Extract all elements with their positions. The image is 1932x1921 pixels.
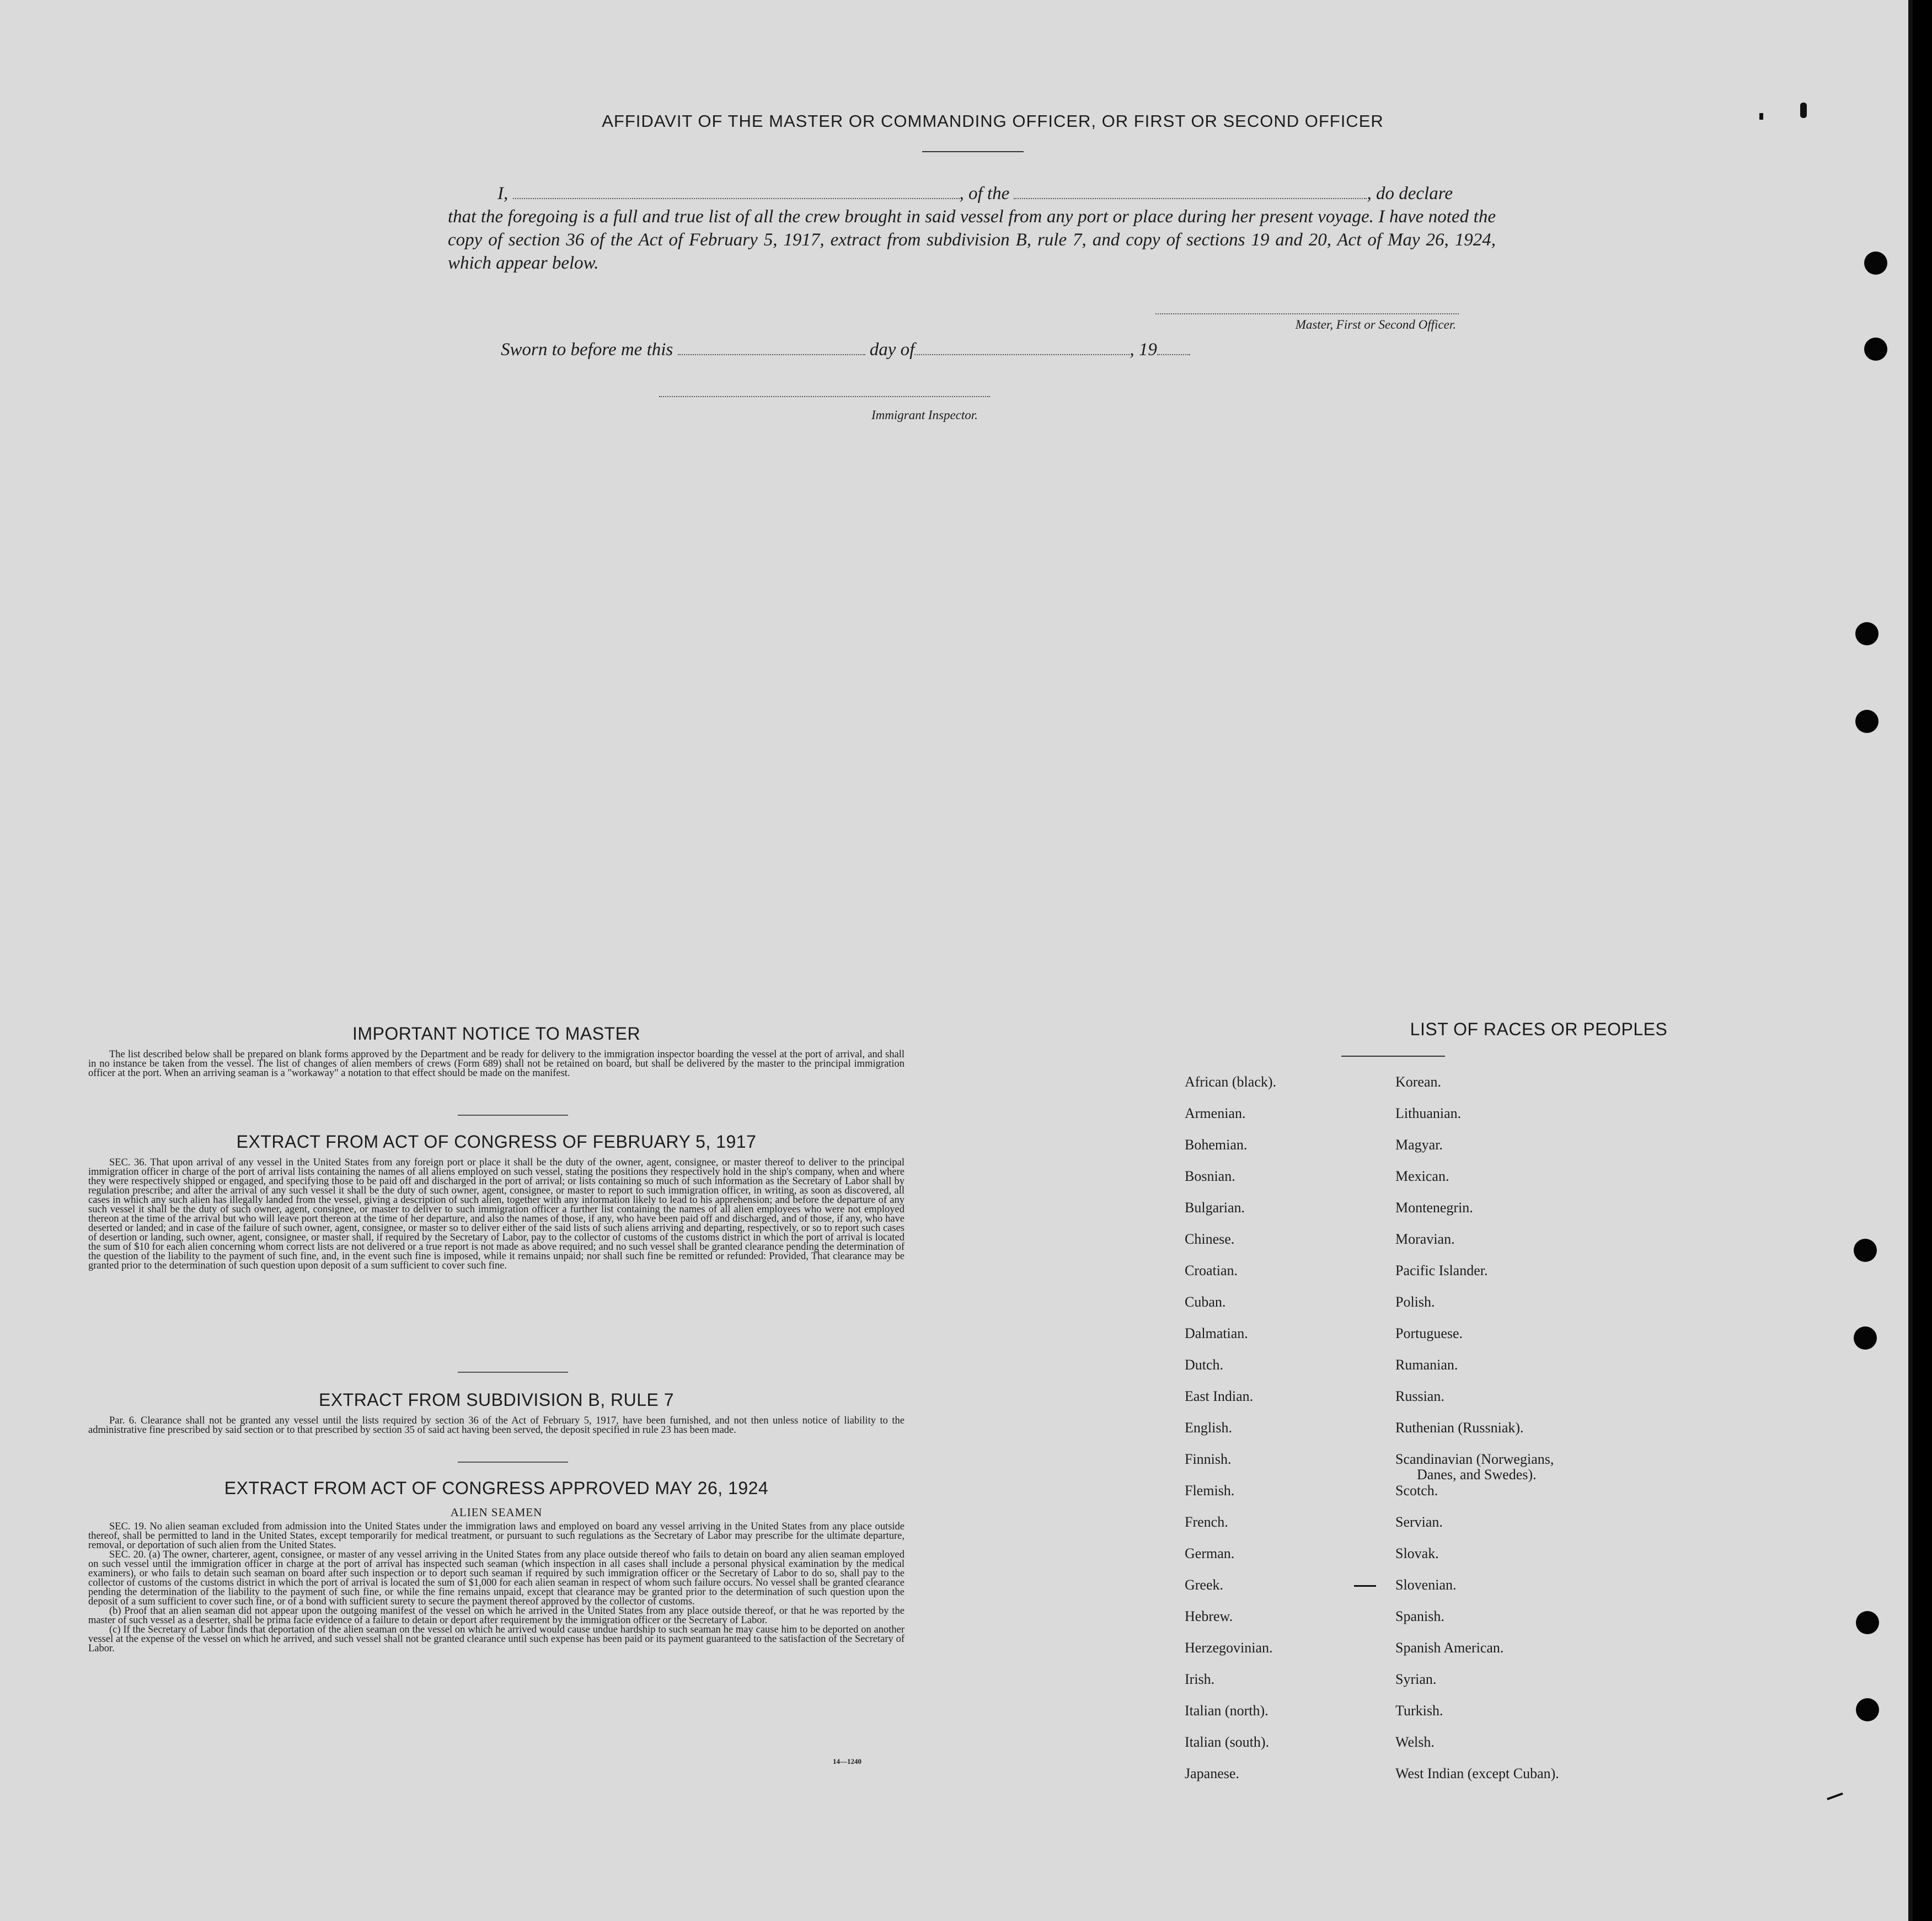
punch-hole	[1864, 252, 1887, 275]
notice-text: The list described below shall be prepared on blank forms approved by the Department and be ready for delivery to the immigration inspector boarding the vessel at the port of arrival, and shall in no instance be taken from the vessel. The list of changes of alien members of crews (Form 689) shall not be retained on board, but shall be delivered by the master to the principal immigration officer at the port. When an arriving seaman is a "workaway" a notation to that effect should be made on the manifest.	[88, 1049, 905, 1079]
scan-mark	[1827, 1792, 1843, 1800]
race-item: Russian.	[1395, 1388, 1444, 1404]
race-item: Cuban.	[1185, 1294, 1226, 1310]
affidavit-statement: that the foregoing is a full and true list of all the crew brought in said vessel from any port or place during her present voyage. I have noted the copy of section 36 of the Act of February 5, 1917, extract from subdivision B, rule 7, and copy of sections 19 and 20, Act of May 26, 1924, which appear below.	[448, 207, 1496, 273]
race-item: Finnish.	[1185, 1451, 1232, 1467]
race-item: East Indian.	[1185, 1388, 1254, 1404]
declarant-name-field[interactable]	[513, 194, 960, 199]
act1917-title: EXTRACT FROM ACT OF CONGRESS OF FEBRUARY 5, 1917	[236, 1132, 757, 1152]
race-item: Italian (south).	[1185, 1734, 1270, 1750]
race-item: Bosnian.	[1185, 1168, 1235, 1184]
race-item: Dutch.	[1185, 1357, 1224, 1373]
race-item: Korean.	[1395, 1074, 1442, 1090]
sworn-year-field[interactable]	[1157, 350, 1190, 355]
race-item: Herzegovinian.	[1185, 1640, 1273, 1656]
sworn-day-field[interactable]	[678, 350, 865, 355]
form-number: 14—1240	[833, 1757, 861, 1765]
race-item: Servian.	[1395, 1514, 1443, 1530]
notice-title: IMPORTANT NOTICE TO MASTER	[352, 1024, 641, 1044]
race-item: Welsh.	[1395, 1734, 1435, 1750]
race-item: Scotch.	[1395, 1483, 1438, 1499]
punch-hole	[1854, 1326, 1877, 1350]
divider	[458, 1462, 568, 1463]
races-divider	[1341, 1056, 1445, 1057]
race-item: Syrian.	[1395, 1671, 1437, 1687]
races-title: LIST OF RACES OR PEOPLES	[1410, 1019, 1668, 1039]
punch-hole	[1856, 1611, 1879, 1634]
punch-hole	[1855, 622, 1879, 645]
race-item: Scandinavian (Norwegians, Danes, and Swedes).	[1395, 1451, 1554, 1483]
race-item: Polish.	[1395, 1294, 1435, 1310]
sworn-label: Sworn to before me this	[501, 340, 673, 360]
race-item: Irish.	[1185, 1671, 1215, 1687]
act1924-text-block	[88, 1522, 905, 1654]
notice-text-block	[88, 1050, 905, 1078]
race-item: Croatian.	[1185, 1262, 1238, 1278]
race-item: Greek.	[1185, 1577, 1224, 1593]
race-item: English.	[1185, 1420, 1232, 1436]
sec20b-text: (b) Proof that an alien seaman did not appear upon the outgoing manifest of the vessel on which he arrived in the United States from any place outside thereof, or that he was reported by the master of such vessel as a deserter, shall be prima facie evidence of a failure to detain or deport after requirement by the immigration officer or the Secretary of Labor.	[88, 1606, 905, 1626]
race-item: Mexican.	[1395, 1168, 1449, 1184]
race-item: Hebrew.	[1185, 1608, 1233, 1624]
rule7-text-block	[88, 1416, 905, 1435]
master-signature-line[interactable]	[1155, 313, 1459, 314]
of-the-label: , of the	[959, 184, 1010, 204]
affidavit-title: AFFIDAVIT OF THE MASTER OR COMMANDING OFFICER, OR FIRST OR SECOND OFFICER	[602, 111, 1384, 131]
race-item: Lithuanian.	[1395, 1105, 1462, 1121]
act1917-text-block	[88, 1158, 905, 1271]
act1917-text: SEC. 36. That upon arrival of any vessel in the United States from any foreign port or place it shall be the duty of the owner, agent, consignee, or master thereof to deliver to the principal immigration officer in charge of the port of arrival lists containing the names of all aliens employed on such vessel, stating the positions they respectively hold in the ship's company, when and where they were respectively shipped or engaged, and specifying those to be paid off and discharged in the port of arrival; or lists containing so much of such information as the Secretary of Labor shall by regulation prescribe; and after the arrival of any such vessel it shall be the duty of such owner, agent, consignee, or master to report to such immigration officer, in writing, as soon as discovered, all cases in which any such alien has illegally landed from the vessel, giving a description of such alien, together with any information likely to lead to his apprehension; and before the departure of any such vessel it shall be the duty of such owner, agent, consignee, or master to deliver to such immigration officer a further list containing the names of all alien employees who were not employed thereon at the time of the arrival but who will leave port thereon at the time of her departure, and also the names of those, if any, who have been paid off and discharged, and of those, if any, who have deserted or landed; and in case of the failure of such owner, agent, consignee, or master so to deliver either of the said lists of such aliens arriving and departing, respectively, or so to report such cases of desertion or landing, such owner, agent, consignee, or master shall, if required by the Secretary of Labor, pay to the collector of customs of the customs district in which the port of arrival is located the sum of $10 for each alien concerning whom correct lists are not delivered or a true report is not made as above required; and no such vessel shall be granted clearance pending the determination of the question of the liability to the payment of such fine, and, in the event such fine is imposed, while it remains unpaid; nor shall such fine be remitted or refunded: Provided, That clearance may be granted prior to the determination of such question upon deposit of a sum sufficient to cover such fine.	[88, 1157, 905, 1271]
race-item: Slovenian.	[1395, 1577, 1457, 1593]
race-item: Spanish.	[1395, 1608, 1444, 1624]
sworn-month-field[interactable]	[914, 350, 1130, 355]
year-prefix: , 19	[1130, 340, 1157, 360]
vessel-name-field[interactable]	[1014, 194, 1367, 199]
race-item: Slovak.	[1395, 1545, 1439, 1561]
race-item: Chinese.	[1185, 1231, 1235, 1247]
punch-hole	[1856, 1698, 1879, 1721]
rule7-title: EXTRACT FROM SUBDIVISION B, RULE 7	[318, 1390, 675, 1410]
race-item: Magyar.	[1395, 1137, 1443, 1153]
scan-mark	[1354, 1585, 1376, 1587]
race-item: Ruthenian (Russniak).	[1395, 1420, 1524, 1436]
inspector-signature-line[interactable]	[659, 396, 990, 397]
act1924-title: EXTRACT FROM ACT OF CONGRESS APPROVED MAY 26, 1924	[224, 1478, 769, 1498]
race-item: Turkish.	[1395, 1703, 1443, 1719]
punch-hole	[1864, 338, 1887, 361]
do-declare-label: , do declare	[1367, 184, 1453, 204]
day-of-label: day of	[869, 340, 915, 360]
race-item: Portuguese.	[1395, 1325, 1463, 1341]
race-item: Pacific Islander.	[1395, 1262, 1488, 1278]
race-item: West Indian (except Cuban).	[1395, 1765, 1559, 1781]
sworn-line	[501, 340, 1190, 360]
inspector-caption: Immigrant Inspector.	[871, 408, 978, 422]
race-item: Bulgarian.	[1185, 1200, 1245, 1216]
sec20a-text: SEC. 20. (a) The owner, charterer, agent, consignee, or master of any vessel arriving in the United States from any place outside thereof who fails to detain on board any alien seaman employed on such vessel until the immigration officer in charge at the port of arrival has inspected such seaman (which inspection in all cases shall include a personal physical examination by the medical examiners), or who fails to detain such seaman on board after such inspection or to deport such seaman if required by such immigration officer or the Secretary of Labor to do so, shall pay to the collector of customs of the customs district in which the port of arrival is located the sum of $1,000 for each alien seaman in respect of whom such failure occurs. No vessel shall be granted clearance pending the determination of the liability to the payment of such fine, or while the fine remains unpaid, except that clearance may be granted prior to the determination of such question upon the deposit of a sum sufficient to cover such fine, or of a bond with sufficient surety to secure the payment thereof approved by the collector of customs.	[88, 1549, 905, 1607]
declarant-prefix: I,	[497, 184, 509, 204]
race-item: Bohemian.	[1185, 1137, 1248, 1153]
race-item: Dalmatian.	[1185, 1325, 1248, 1341]
punch-hole	[1854, 1239, 1877, 1262]
race-item: Moravian.	[1395, 1231, 1455, 1247]
title-divider	[922, 151, 1024, 152]
scan-mark	[1759, 113, 1763, 120]
race-item: Japanese.	[1185, 1765, 1239, 1781]
master-caption: Master, First or Second Officer.	[1295, 318, 1456, 331]
sec20c-text: (c) If the Secretary of Labor finds that deportation of the alien seaman on the vessel on which he arrived would cause undue hardship to such seaman he may cause him to be deported on another vessel at the expense of the vessel on which he arrived, and such vessel shall not be granted clearance until such expense has been paid or its payment guaranteed to the satisfaction of the Secretary of Labor.	[88, 1624, 905, 1654]
alien-seamen-subtitle: ALIEN SEAMEN	[450, 1506, 543, 1519]
race-item: African (black).	[1185, 1074, 1277, 1090]
declaration-line	[448, 182, 1496, 205]
race-item: Armenian.	[1185, 1105, 1246, 1121]
race-item: German.	[1185, 1545, 1235, 1561]
race-item: Rumanian.	[1395, 1357, 1458, 1373]
rule7-text: Par. 6. Clearance shall not be granted any vessel until the lists required by section 36 of the Act of February 5, 1917, have been furnished, and not then unless notice of liability to the administrative fine prescribed by said section or to that prescribed by section 35 of said act having been served, the deposit specified in rule 23 has been made.	[88, 1415, 905, 1436]
race-item: Italian (north).	[1185, 1703, 1269, 1719]
race-item: French.	[1185, 1514, 1228, 1530]
sec19-text: SEC. 19. No alien seaman excluded from admission into the United States under the immigration laws and employed on board any vessel arriving in the United States from any place outside thereof, shall be permitted to land in the United States, except temporarily for medical treatment, or pursuant to such regulations as the Secretary of Labor may prescribe for the ultimate departure, removal, or deportation of such alien from the United States.	[88, 1521, 905, 1551]
race-item: Montenegrin.	[1395, 1200, 1473, 1216]
divider	[458, 1115, 568, 1116]
race-item: Flemish.	[1185, 1483, 1235, 1499]
affidavit-body	[448, 182, 1496, 275]
punch-hole	[1855, 710, 1879, 733]
scan-mark	[1800, 103, 1807, 118]
divider	[458, 1372, 568, 1373]
race-item: Spanish American.	[1395, 1640, 1504, 1656]
